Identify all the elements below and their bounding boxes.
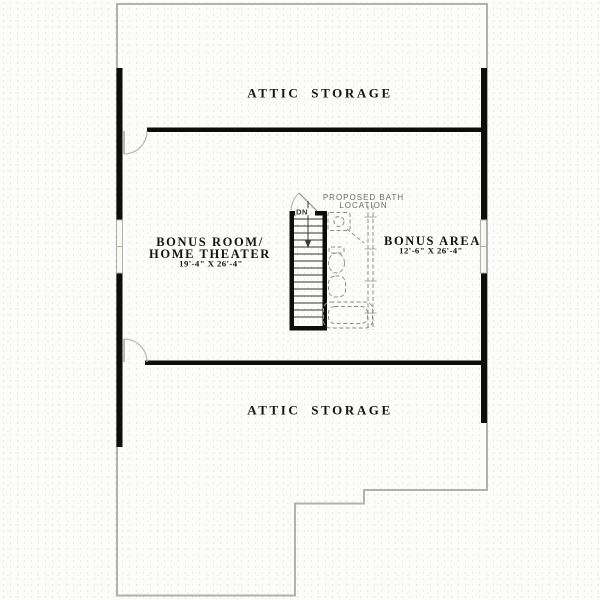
- bonus-room-dimensions: 19'-4" X 26'-4": [179, 258, 243, 269]
- top-door-arc: [124, 131, 147, 154]
- stair-left-wall: [290, 211, 295, 331]
- stairs-down-label: DN: [296, 206, 308, 216]
- attic-storage-bottom-label: ATTIC STORAGE: [247, 402, 393, 418]
- bath-sink: [334, 217, 344, 227]
- right-wall-lower: [481, 273, 487, 423]
- proposed-bath-label-line1: PROPOSED BATH: [322, 192, 405, 202]
- bath-toilet-tank: [329, 247, 344, 253]
- bath-vanity: [328, 213, 350, 231]
- attic-storage-top-label: ATTIC STORAGE: [247, 85, 393, 101]
- proposed-bath-label-line2: LOCATION: [339, 200, 388, 210]
- bottom-door-arc: [124, 339, 147, 362]
- stairwell: [290, 201, 328, 331]
- right-wall-upper: [481, 68, 487, 220]
- bonus-area-dimensions: 12'-6" X 26'-4": [399, 245, 463, 256]
- stair-right-wall: [323, 211, 328, 331]
- bath-tub-outer: [324, 302, 373, 328]
- bath-toilet-bowl: [329, 253, 345, 273]
- bath-boundary-ticks: [365, 217, 377, 313]
- left-wall-lower: [117, 273, 123, 447]
- left-wall-upper: [117, 68, 123, 220]
- bonus-room-label-line2: HOME THEATER: [149, 246, 271, 261]
- stair-bottom-wall: [290, 326, 328, 331]
- bonus-area-label: BONUS AREA: [384, 233, 481, 248]
- proposed-bath-sketch: [324, 206, 374, 330]
- bath-tub-inner: [329, 307, 368, 324]
- stair-top-wall-right-stub: [315, 211, 327, 216]
- top-divider-wall: [147, 128, 487, 133]
- bath-sketch-diagonal: [347, 229, 364, 243]
- bath-shower: [329, 276, 346, 297]
- bottom-divider-wall: [145, 361, 487, 366]
- bonus-room-label-line1: BONUS ROOM/: [156, 234, 264, 249]
